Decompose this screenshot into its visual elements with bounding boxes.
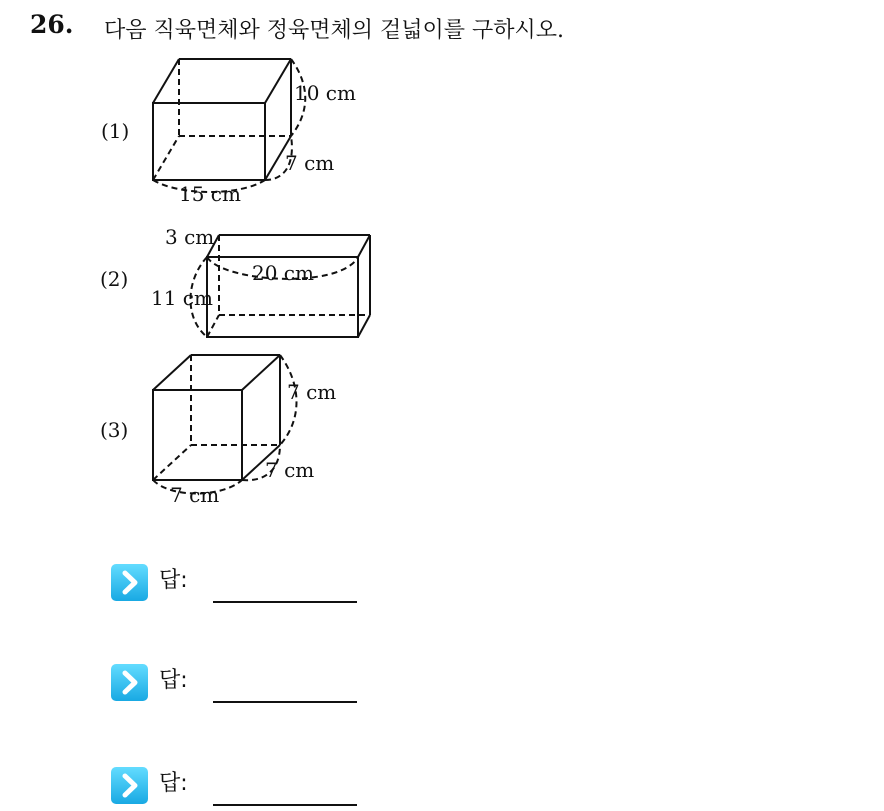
figure-2 — [190, 235, 370, 337]
figure-1-height-label: 10 cm — [294, 81, 356, 105]
figure-1 — [153, 59, 305, 192]
figure-3-height-label: 7 cm — [287, 380, 337, 404]
figure-3-label: (3) — [100, 418, 129, 442]
figure-2-depth-label: 3 cm — [165, 225, 215, 249]
figure-1-depth-label: 7 cm — [285, 151, 335, 175]
answer-label: 답: — [159, 668, 188, 693]
figure-1-width-label: 15 cm — [179, 182, 241, 206]
figure-1-label: (1) — [101, 119, 130, 143]
answer-label: 답: — [159, 771, 188, 796]
chevron-right-icon — [111, 664, 148, 701]
answer-blank[interactable] — [213, 804, 357, 806]
figure-2-height-label: 11 cm — [151, 286, 213, 310]
answer-blank[interactable] — [213, 701, 357, 703]
figure-2-label: (2) — [100, 267, 129, 291]
answer-label: 답: — [159, 568, 188, 593]
figure-3-depth-label: 7 cm — [265, 458, 315, 482]
chevron-right-icon — [111, 767, 148, 804]
question-text: 다음 직육면체와 정육면체의 겉넓이를 구하시오. — [104, 18, 565, 43]
figure-2-length-label: 20 cm — [252, 261, 314, 285]
answer-blank[interactable] — [213, 601, 357, 603]
question-number: 26. — [30, 10, 74, 39]
figure-3-width-label: 7 cm — [170, 483, 220, 507]
chevron-right-icon — [111, 564, 148, 601]
